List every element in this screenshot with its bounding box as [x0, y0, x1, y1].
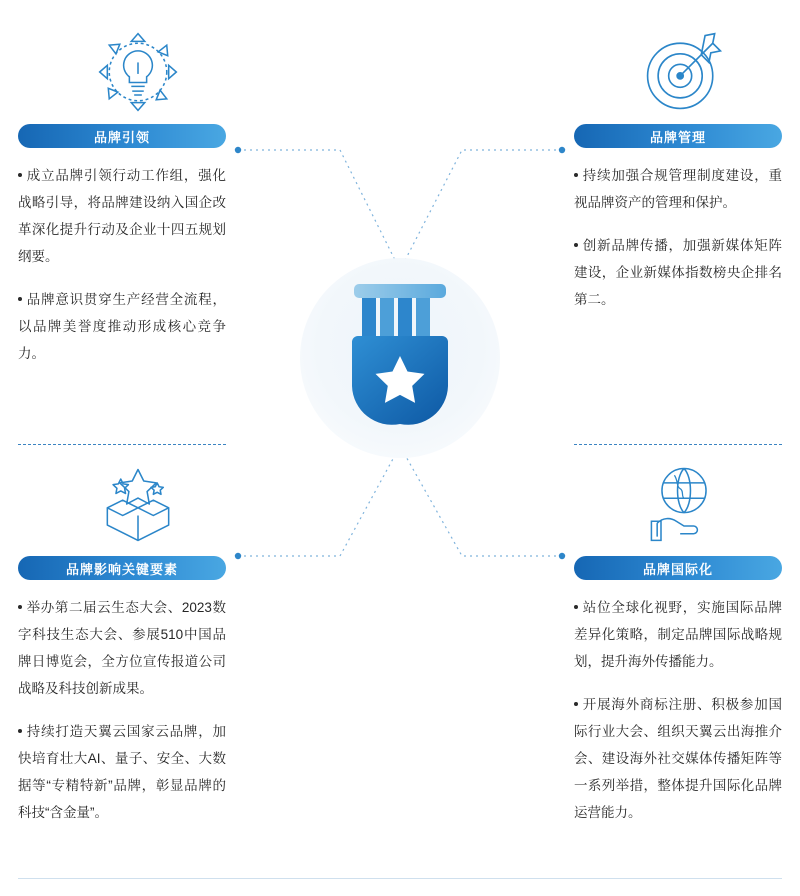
divider-right — [574, 444, 782, 445]
paragraph: 持续加强合规管理制度建设，重视品牌资产的管理和保护。 — [574, 168, 782, 210]
pill-brand-management — [574, 124, 782, 148]
body-brand-management — [574, 162, 782, 313]
paragraph: 持续打造天翼云国家云品牌，加快培育壮大AI、量子、安全、大数据等“专精特新”品牌，彰显品牌的科技“含金量”。 — [18, 724, 226, 820]
pill-label: 品牌国际化 — [642, 561, 713, 577]
lightbulb-gear-icon — [18, 26, 226, 118]
pill-brand-leadership — [18, 124, 226, 148]
quadrant-brand-influence — [18, 458, 226, 826]
paragraph: 举办第二届云生态大会、2023数字科技生态大会、参展510中国品牌日博览会，全方位宣传报道公司战略及科技创新成果。 — [18, 600, 226, 696]
quadrant-brand-management — [574, 26, 782, 313]
pill-brand-influence — [18, 556, 226, 580]
hand-globe-icon — [574, 458, 782, 550]
bottom-rule — [18, 878, 782, 879]
paragraph: 品牌意识贯穿生产经营全流程，以品牌美誉度推动形成核心竞争力。 — [18, 292, 226, 361]
pill-brand-internationalization — [574, 556, 782, 580]
pill-label: 品牌管理 — [649, 129, 706, 145]
target-dart-icon — [574, 26, 782, 118]
pill-label: 品牌引领 — [93, 129, 150, 145]
paragraph: 站位全球化视野，实施国际品牌差异化策略，制定品牌国际战略规划，提升海外传播能力。 — [574, 600, 782, 669]
quadrant-brand-internationalization — [574, 458, 782, 826]
open-box-stars-icon — [18, 458, 226, 550]
medal-icon — [332, 278, 468, 438]
paragraph: 开展海外商标注册、积极参加国际行业大会、组织天翼云出海推介会、建设海外社交媒体传播矩阵等一系列举措，整体提升国际化品牌运营能力。 — [574, 697, 782, 820]
body-brand-influence — [18, 594, 226, 826]
body-brand-internationalization — [574, 594, 782, 826]
paragraph: 成立品牌引领行动工作组，强化战略引导，将品牌建设纳入国企改革深化提升行动及企业十四五规划纲要。 — [18, 168, 226, 264]
paragraph: 创新品牌传播，加强新媒体矩阵建设，企业新媒体指数榜央企排名第二。 — [574, 238, 782, 307]
quadrant-brand-leadership — [18, 26, 226, 367]
body-brand-leadership — [18, 162, 226, 367]
divider-left — [18, 444, 226, 445]
pill-label: 品牌影响关键要素 — [65, 561, 178, 577]
